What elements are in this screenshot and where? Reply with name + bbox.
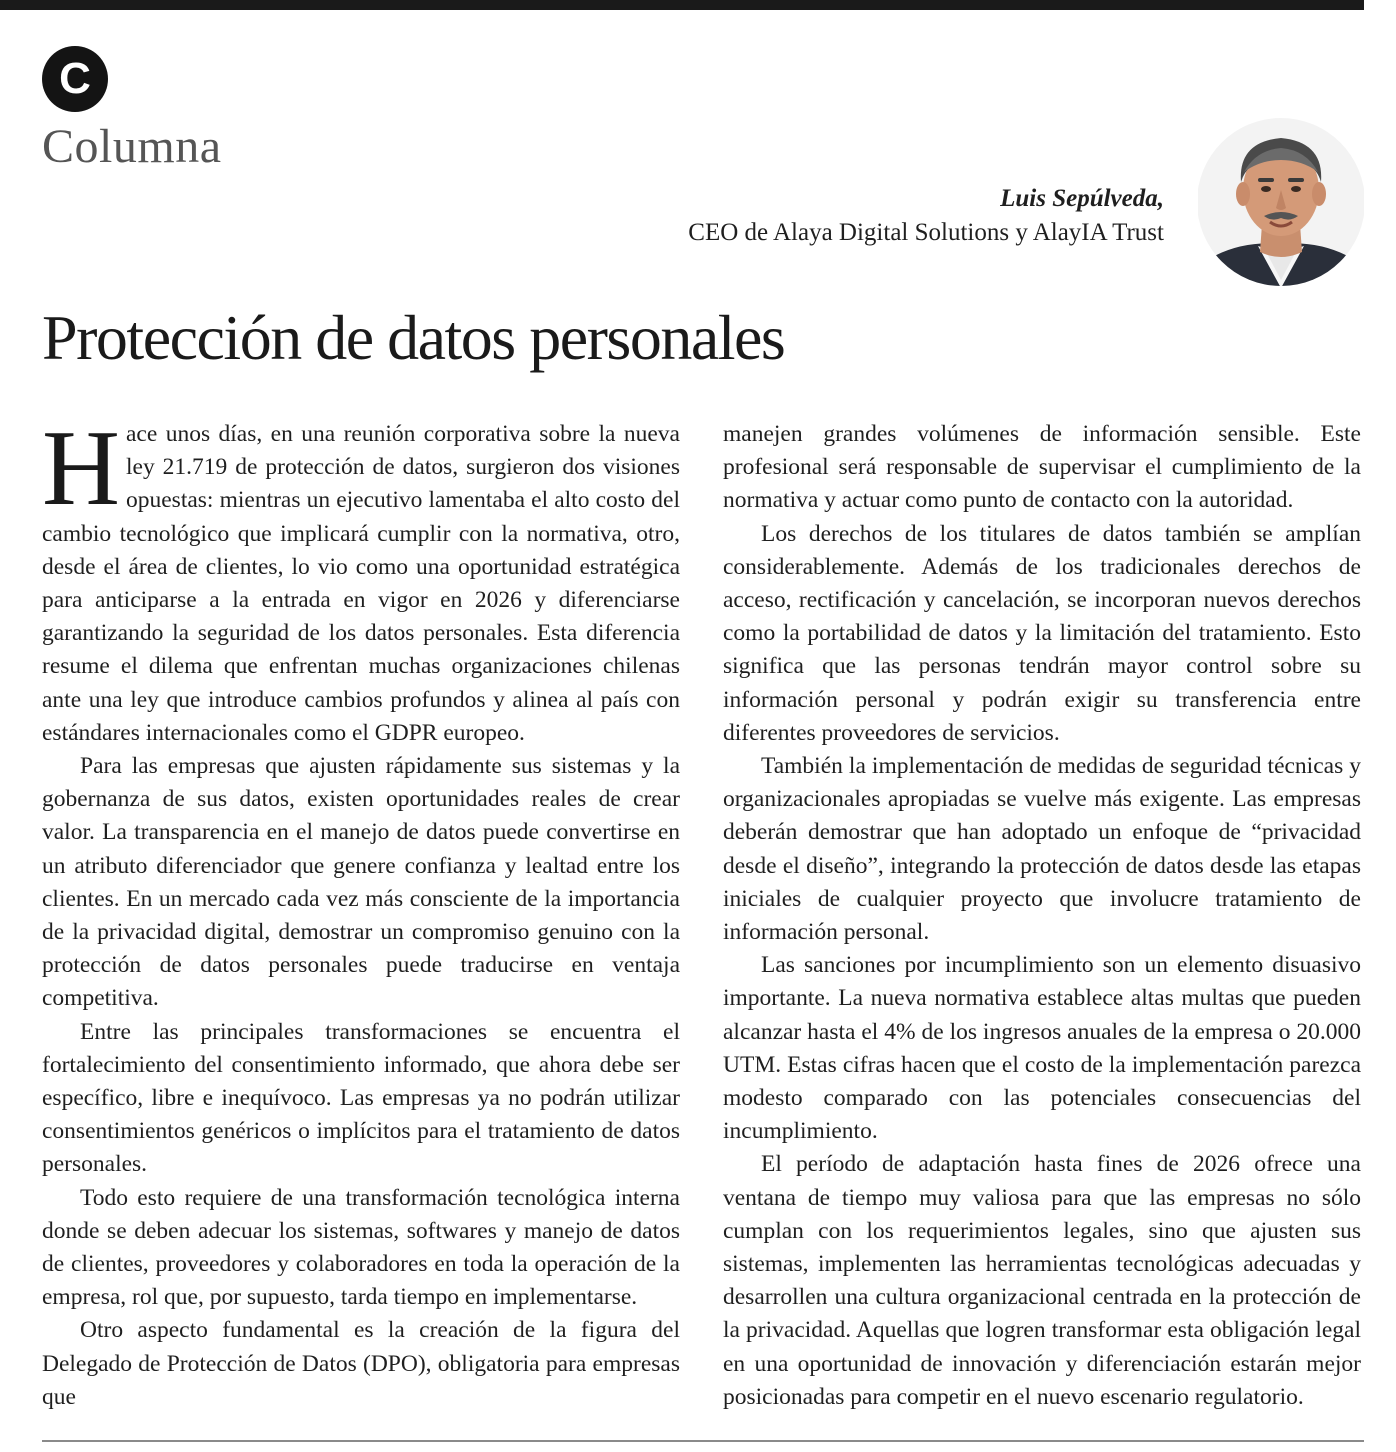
column-badge-letter: C (59, 54, 91, 103)
article-paragraph: Otro aspecto fundamental es la creación de la figura del Delegado de Protección de Datos (DPO), obligatoria para empresas que (42, 1317, 680, 1410)
article-paragraph: manejen grandes volúmenes de información sensible. Este profesional será responsable de supervisar el cumplimiento de la normativa y actuar como punto de contacto con la autoridad. (723, 421, 1361, 514)
author-role: CEO de Alaya Digital Solutions y AlayIA Trust (688, 219, 1164, 246)
top-rule (0, 0, 1364, 10)
drop-cap: H (42, 409, 120, 528)
article-paragraph (42, 409, 680, 750)
article-paragraph: Todo esto requiere de una transformación tecnológica interna donde se deben adecuar los sistemas, softwares y manejo de datos de clientes, proveedores y colaboradores en toda la operación de la empresa, rol que, por supuesto, tarda tiempo en implementarse. (42, 1184, 680, 1311)
article-paragraph: Las sanciones por incumplimiento son un elemento disuasivo importante. La nueva normativa establece altas multas que pueden alcanzar hasta el 4% de los ingresos anuales de la empresa o 20.000 UTM. Estas cifras hacen que el costo de la implementación parezca modesto comparado con las potenciales consecuencias del incumplimiento. (723, 952, 1361, 1145)
article-paragraph: Los derechos de los titulares de datos también se amplían considerablemente. Además de los tradicionales derechos de acceso, rectificación y cancelación, se incorporan nuevos derechos como la portabilidad de datos y la limitación del tratamiento. Esto significa que las personas tendrán mayor control sobre su información personal y podrán exigir su transferencia entre diferentes proveedores de servicios. (723, 520, 1361, 746)
article-paragraph: También la implementación de medidas de seguridad técnicas y organizacionales apropiadas se vuelve más exigente. Las empresas deberán demostrar que han adoptado un enfoque de “privacidad desde el diseño”, integrando la protección de datos desde las etapas iniciales de cualquier proyecto que involucre tratamiento de información personal. (723, 753, 1361, 946)
article-column-left (42, 409, 680, 1414)
byline (688, 182, 1164, 250)
article-paragraph: El período de adaptación hasta fines de 2026 ofrece una ventana de tiempo muy valiosa para que las empresas no sólo cumplan con los requerimientos legales, sino que ajusten sus sistemas, implementen las herramientas tecnológicas adecuadas y desarrollen una cultura organizacional centrada en la protección de la privacidad. Aquellas que logren transformar esta obligación legal en una oportunidad de innovación y diferenciación estarán mejor posicionadas para competir en el nuevo escenario regulatorio. (723, 1151, 1361, 1410)
section-label: Columna (42, 120, 222, 173)
bottom-rule (42, 1440, 1364, 1442)
article-paragraph: Entre las principales transformaciones se encuentra el fortalecimiento del consentimiento informado, que ahora debe ser específico, libre e inequívoco. Las empresas ya no podrán utilizar consentimientos genéricos o implícitos para el tratamiento de datos personales. (42, 1018, 680, 1178)
article-column-right (723, 418, 1361, 1414)
author-name: Luis Sepúlveda, (1000, 185, 1164, 212)
paragraph-text: ace unos días, en una reunión corporativa sobre la nueva ley 21.719 de protección de datos, surgieron dos visiones opuestas: mientras un ejecutivo lamentaba el alto costo del cambio tecnológico que implicará cumplir con la normativa, otro, desde el área de clientes, lo vio como una oportunidad estratégica para anticiparse a la entrada en vigor en 2026 y diferenciarse garantizando la seguridad de los datos personales. Esta diferencia resume el dilema que enfrentan muchas organizaciones chilenas ante una ley que introduce cambios profundos y alinea al país con estándares internacionales como el GDPR europeo. (42, 421, 680, 746)
column-badge (42, 46, 108, 112)
article-paragraph: Para las empresas que ajusten rápidamente sus sistemas y la gobernanza de sus datos, existen oportunidades reales de crear valor. La transparencia en el manejo de datos puede convertirse en un atributo diferenciador que genere confianza y lealtad entre los clientes. En un mercado cada vez más consciente de la importancia de la privacidad digital, demostrar un compromiso genuino con la protección de datos personales puede traducirse en ventaja competitiva. (42, 753, 680, 1012)
author-portrait-icon (1198, 112, 1364, 292)
headline: Protección de datos personales (42, 302, 785, 373)
